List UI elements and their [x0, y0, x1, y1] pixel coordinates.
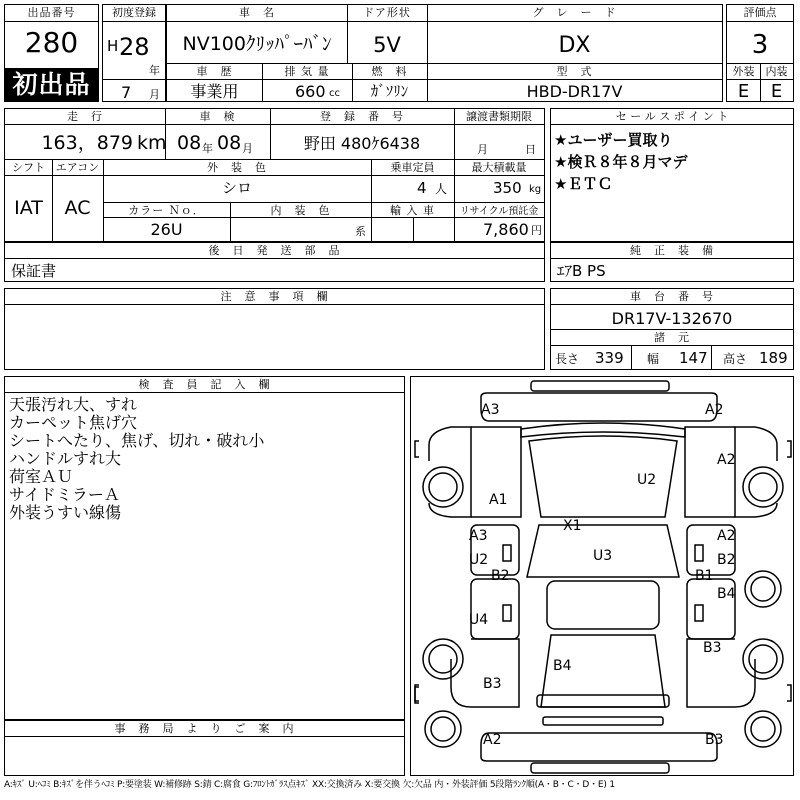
chassis-number: DR17V-132670 — [611, 309, 733, 328]
inspector-note: 荷室ＡＵ — [9, 467, 74, 486]
inspector-note: 外装うすい線傷 — [9, 503, 122, 522]
exterior-grade: E — [737, 81, 750, 102]
exterior-header: 外装 — [732, 65, 755, 78]
interior-color-header: 内 装 色 — [270, 204, 331, 217]
capacity-unit: 人 — [435, 182, 448, 196]
transfer-deadline-header: 譲渡書類期限 — [466, 110, 532, 123]
displacement: 660 — [295, 82, 326, 101]
first-registration-box — [102, 4, 166, 102]
ac-type: AC — [64, 197, 91, 219]
transfer-month-unit: 月 — [477, 143, 488, 156]
later-parts-header: 後 日 発 送 部 品 — [208, 244, 341, 257]
damage-mark: B3 — [703, 640, 722, 656]
lot-number-box — [4, 4, 99, 102]
damage-mark: U4 — [469, 612, 489, 628]
interior-color-unit: 系 — [355, 225, 366, 238]
equipment-box — [550, 242, 794, 282]
later-parts: 保証書 — [11, 262, 57, 280]
inspector-note: ハンドルすれ大 — [9, 449, 122, 468]
height-label: 高さ — [723, 352, 748, 366]
month-unit: 月 — [149, 88, 160, 101]
max-load-unit: kg — [529, 184, 542, 195]
inspector-box — [4, 376, 405, 720]
inspector-header: 検 査 員 記 入 欄 — [138, 378, 271, 391]
exterior-color-header: 外 装 色 — [207, 161, 267, 174]
damage-mark: B2 — [717, 552, 736, 568]
score-header: 評価点 — [743, 6, 777, 19]
damage-mark: U3 — [593, 548, 613, 564]
equipment: ｴｱB PS — [557, 262, 606, 280]
registration-month: 7 — [121, 83, 132, 102]
history-header: 車 歴 — [196, 65, 233, 78]
lot-number-header: 出品番号 — [27, 6, 76, 19]
mileage-unit: km — [137, 132, 167, 154]
recycle-fee: 7,860 — [483, 220, 529, 239]
later-parts-box — [4, 242, 545, 282]
first-listing-badge: 初出品 — [5, 68, 98, 101]
fuel-type: ｶﾞｿﾘﾝ — [370, 82, 409, 100]
ac-header: エアコン — [55, 161, 100, 174]
door-header: ドア形状 — [363, 6, 411, 19]
damage-mark: A3 — [469, 528, 488, 544]
max-load: 350 — [493, 179, 522, 197]
inspector-note: シートへたり、焦げ、切れ・破れ小 — [9, 431, 265, 450]
car-info-box — [166, 4, 723, 102]
grade: DX — [558, 33, 591, 58]
sales-points-box — [550, 108, 794, 242]
max-load-header: 最大積載量 — [471, 161, 527, 174]
dimensions-header: 諸 元 — [654, 331, 690, 344]
recycle-fee-header: リサイクル預託金 — [459, 206, 539, 217]
car-name-header: 車 名 — [239, 6, 275, 19]
office-box — [4, 720, 405, 776]
exterior-color: シロ — [221, 179, 252, 197]
mileage: 163，879 — [41, 132, 133, 154]
inspector-note: サイドミラーＡ — [9, 485, 120, 504]
year-unit: 年 — [149, 64, 160, 77]
displacement-unit: cc — [329, 88, 340, 99]
shift-type: IAT — [14, 197, 43, 219]
office-header: 事 務 局 よ り ご 案 内 — [114, 722, 295, 735]
fuel-header: 燃 料 — [371, 65, 408, 78]
inspection-month-unit: 月 — [242, 142, 253, 155]
inspector-note: 天張汚れ大、すれ — [9, 395, 138, 414]
score-box — [726, 4, 794, 102]
interior-grade: E — [770, 81, 783, 102]
displacement-header: 排 気 量 — [284, 65, 330, 78]
transfer-day-unit: 日 — [525, 143, 536, 156]
damage-mark: U2 — [469, 552, 489, 568]
width: 147 — [679, 349, 708, 367]
car-name: NV100ｸﾘｯﾊﾟｰﾊﾞﾝ — [182, 33, 332, 55]
damage-mark: A2 — [717, 528, 736, 544]
color-number-header: カラー Ｎｏ． — [128, 204, 205, 217]
model-code-header: 型 式 — [556, 65, 593, 78]
import-header: 輸 入 車 — [390, 204, 435, 217]
sales-points-header: セ ー ル ス ポ イ ン ト — [615, 110, 729, 123]
first-registration-header: 初度登録 — [112, 6, 156, 19]
damage-mark: A1 — [489, 492, 508, 508]
chassis-header: 車 台 番 号 — [630, 290, 714, 303]
damage-mark: B3 — [483, 676, 502, 692]
color-number: 26U — [150, 220, 183, 239]
door-type: 5V — [373, 33, 401, 57]
registration-number-header: 登 録 番 号 — [320, 110, 404, 123]
specs-box — [4, 108, 545, 242]
damage-mark: X1 — [563, 518, 582, 534]
inspection-month: 08 — [217, 132, 242, 154]
grade-header: グ レ ー ド — [532, 6, 617, 19]
sales-point-1: ★ユーザー買取り — [554, 131, 673, 149]
equipment-header: 純 正 装 備 — [630, 244, 714, 257]
lot-number: 280 — [24, 26, 79, 59]
mileage-header: 走 行 — [67, 110, 103, 123]
inspection-year-unit: 年 — [202, 142, 213, 155]
interior-header: 内装 — [765, 65, 788, 78]
recycle-fee-unit: 円 — [531, 224, 542, 237]
inspector-note: カーペット焦げ穴 — [9, 413, 138, 432]
vehicle-history: 事業用 — [190, 82, 239, 101]
damage-mark: B3 — [705, 732, 724, 748]
damage-mark: A2 — [717, 452, 736, 468]
car-outline — [411, 377, 795, 777]
model-code: HBD-DR17V — [526, 82, 623, 101]
legend: A:ｷｽﾞ U:ﾍｺﾐ B:ｷｽﾞを伴うﾍｺﾐ P:要塗装 W:補修跡 S:錆 C:腐食 G:ﾌﾛﾝﾄｶﾞﾗｽ点ｷｽﾞ XX:交換済み X:要交換 欠:欠品 内・外装評価 5段階ﾗﾝｸ順(A・B・C・D・E) 1 — [4, 780, 615, 790]
notes-header: 注 意 事 項 欄 — [220, 290, 329, 303]
damage-mark: A3 — [481, 402, 500, 418]
damage-mark: A2 — [483, 732, 502, 748]
length-label: 長さ — [555, 352, 580, 366]
sales-point-2: ★検Ｒ８年８月マデ — [554, 153, 688, 171]
chassis-box — [550, 288, 794, 370]
capacity-header: 乗車定員 — [390, 161, 435, 174]
damage-mark: U2 — [637, 472, 657, 488]
height: 189 — [759, 349, 788, 367]
registration-year: 28 — [119, 33, 150, 61]
inspection-year: 08 — [177, 132, 202, 154]
overall-score: 3 — [751, 30, 769, 60]
damage-mark: B2 — [491, 568, 510, 584]
car-diagram — [410, 376, 794, 776]
inspection-header: 車 検 — [199, 110, 236, 123]
width-label: 幅 — [647, 352, 660, 366]
damage-mark: A2 — [705, 402, 724, 418]
capacity: 4 — [417, 179, 427, 197]
damage-mark: B4 — [717, 586, 736, 602]
era-letter: H — [107, 37, 119, 55]
length: 339 — [595, 349, 624, 367]
damage-mark: B4 — [553, 658, 572, 674]
sales-point-3: ★ＥＴＣ — [554, 175, 613, 193]
damage-mark: B1 — [695, 568, 714, 584]
notes-box — [4, 288, 545, 370]
registration-number: 野田 480ｹ6438 — [303, 134, 421, 153]
shift-header: シフト — [12, 161, 45, 174]
